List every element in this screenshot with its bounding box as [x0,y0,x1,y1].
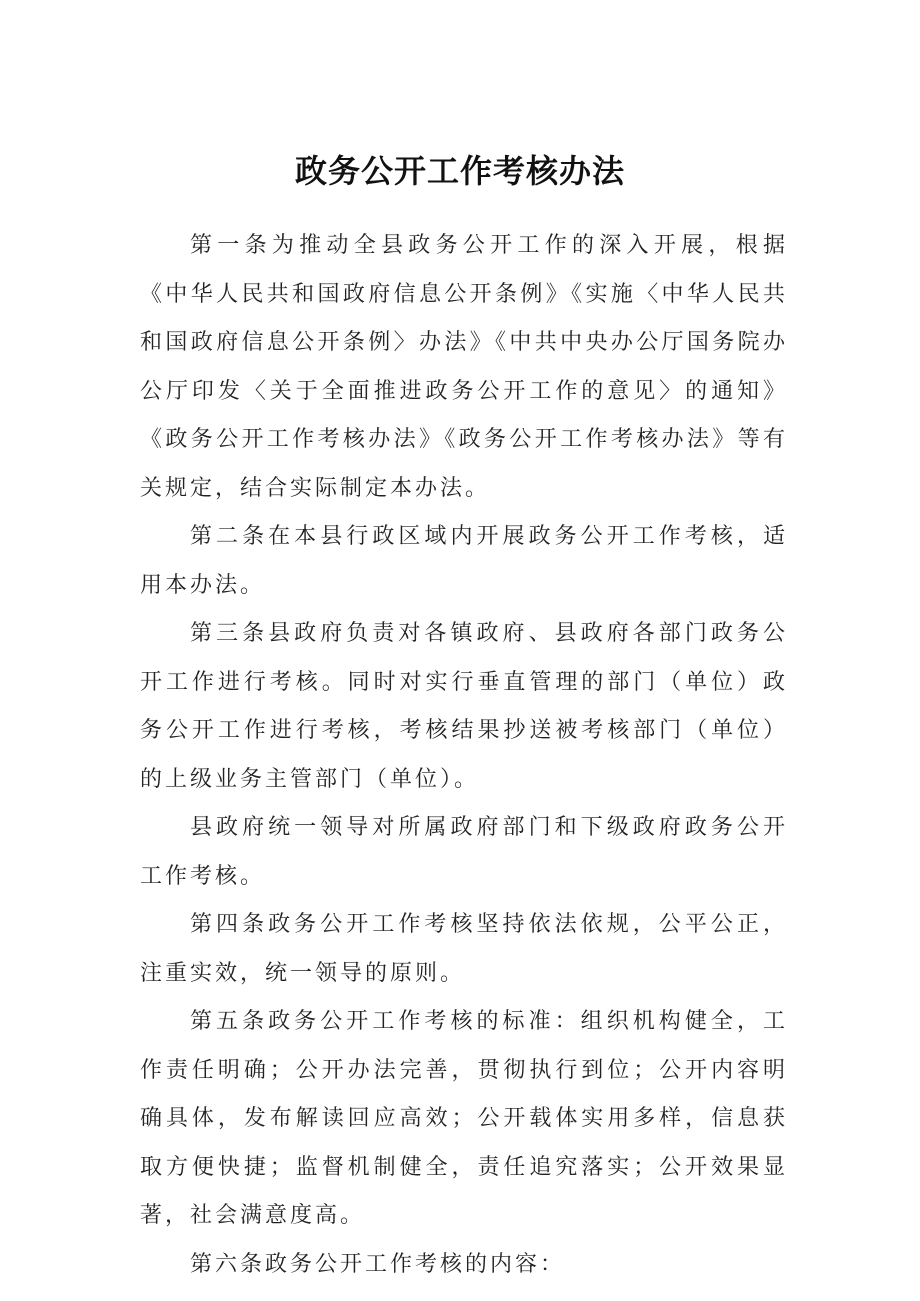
article-4-paragraph: 第四条政务公开工作考核坚持依法依规，公平公正，注重实效，统一领导的原则。 [140,912,788,986]
article-1-paragraph: 第一条为推动全县政务公开工作的深入开展，根据《中华人民共和国政府信息公开条例》《实施〈中华人民共和国政府信息公开条例〉办法》《中共中央办公厅国务院办公厅印发〈关于全面推进政务公开工作的意见〉的通知》《政务公开工作考核办法》《政务公开工作考核办法》等有关规定，结合实际制定本办法。 [140,233,788,501]
article-6-paragraph: 第六条政务公开工作考核的内容： [190,1251,566,1277]
county-government-paragraph: 县政府统一领导对所属政府部门和下级政府政务公开工作考核。 [140,815,788,889]
article-3-paragraph: 第三条县政府负责对各镇政府、县政府各部门政务公开工作进行考核。同时对实行垂直管理的部门（单位）政务公开工作进行考核，考核结果抄送被考核部门（单位）的上级业务主管部门（单位）。 [140,621,788,792]
document-body [140,222,788,1289]
article-5-paragraph: 第五条政务公开工作考核的标准：组织机构健全，工作责任明确；公开办法完善，贯彻执行到位；公开内容明确具体，发布解读回应高效；公开载体实用多样，信息获取方便快捷；监督机制健全，责任追究落实；公开效果显著，社会满意度高。 [140,1009,788,1228]
document-title: 政务公开工作考核办法 [294,152,625,190]
article-2-paragraph: 第二条在本县行政区域内开展政务公开工作考核，适用本办法。 [140,524,788,598]
